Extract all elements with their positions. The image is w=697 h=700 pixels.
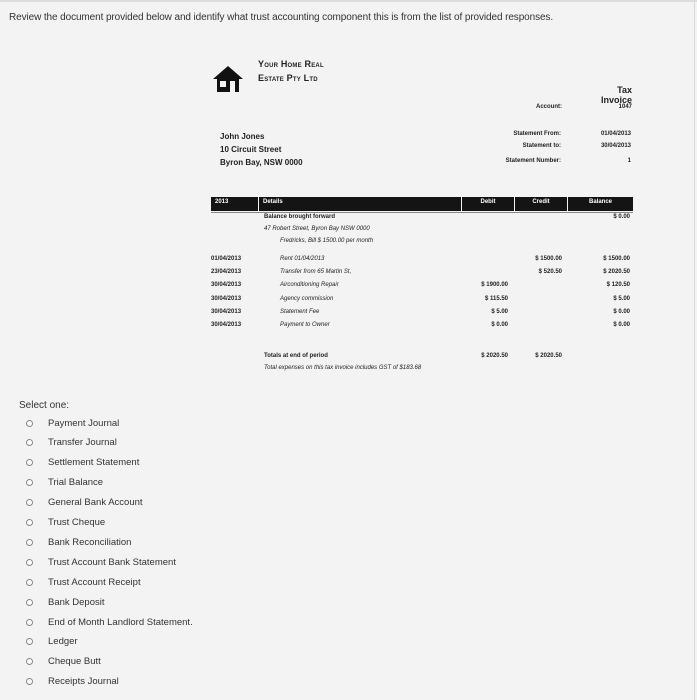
row-debit: $ 1900.00 [481, 282, 508, 289]
answer-option[interactable] [26, 673, 119, 691]
answer-option[interactable] [26, 494, 143, 512]
radio-button[interactable] [26, 499, 33, 506]
row-date: 23/04/2013 [211, 269, 242, 276]
answer-option-label[interactable]: Settlement Statement [48, 457, 140, 469]
row-balance: $ 0.00 [613, 308, 630, 315]
totals-credit: $ 2020.50 [535, 353, 562, 359]
answer-option[interactable] [26, 434, 117, 452]
answer-option[interactable] [26, 633, 78, 651]
answer-option-label[interactable]: Trust Cheque [48, 517, 106, 528]
row-debit: $ 115.50 [484, 295, 508, 302]
statement-number-value: 1 [627, 158, 631, 164]
totals-debit: $ 2020.50 [481, 353, 508, 359]
row-detail: Agency commission [280, 295, 334, 302]
statement-from-label: Statement From: [513, 131, 561, 137]
statement-to-value: 30/04/2013 [600, 143, 631, 149]
company-name: Your Home Real Estate Pty Ltd [258, 59, 324, 83]
row-balance: $ 2020.50 [603, 269, 630, 276]
header-year: 2013 [211, 197, 258, 211]
radio-button[interactable] [26, 539, 33, 546]
answer-option-label[interactable]: Cheque Butt [48, 656, 101, 668]
header-balance: Balance [568, 197, 633, 211]
gst-note: Total expenses on this tax invoice includes GST of $183.68 [264, 365, 422, 371]
account-value: 1047 [618, 104, 632, 110]
answer-option-label[interactable]: Bank Deposit [48, 596, 105, 608]
answer-option-label[interactable]: Receipts Journal [48, 676, 119, 688]
radio-button[interactable] [26, 599, 33, 606]
answer-option[interactable] [26, 553, 176, 571]
statement-from-value: 01/04/2013 [600, 131, 631, 137]
answer-option-label[interactable]: Transfer Journal [48, 437, 117, 449]
row-credit: $ 520.50 [538, 269, 562, 276]
answer-option-label[interactable]: Bank Reconciliation [48, 536, 132, 548]
answer-option[interactable] [26, 514, 106, 532]
radio-button[interactable] [26, 420, 33, 427]
radio-button[interactable] [26, 579, 33, 586]
answer-option[interactable] [26, 474, 104, 492]
header-divider [211, 212, 633, 213]
answer-option-label[interactable]: General Bank Account [48, 497, 143, 509]
row-date: 30/04/2013 [211, 308, 242, 315]
radio-button[interactable] [26, 439, 33, 446]
answer-option-label[interactable]: End of Month Landlord Statement. [48, 616, 193, 628]
header-debit: Debit [462, 197, 514, 211]
radio-button[interactable] [26, 658, 33, 665]
header-credit: Credit [515, 197, 567, 211]
answer-option[interactable] [26, 573, 141, 591]
row-balance: $ 120.50 [606, 282, 630, 289]
answer-option-label[interactable]: Ledger [48, 636, 78, 648]
radio-button[interactable] [26, 559, 33, 566]
property-address: 47 Robert Street, Byron Bay NSW 0000 [264, 226, 370, 232]
row-date: 30/04/2013 [211, 322, 242, 328]
row-detail: Airconditioning Repair [280, 282, 339, 289]
answer-option[interactable] [26, 454, 140, 472]
row-date: 30/04/2013 [211, 295, 242, 302]
answer-option-label[interactable]: Payment Journal [48, 417, 120, 429]
row-credit: $ 1500.00 [535, 256, 562, 262]
answer-option-label[interactable]: Trust Account Bank Statement [48, 556, 176, 568]
answer-option[interactable] [26, 593, 105, 611]
radio-button[interactable] [26, 479, 33, 486]
row-date: 01/04/2013 [211, 256, 242, 262]
radio-button[interactable] [26, 619, 33, 626]
answer-option-label[interactable]: Trust Account Receipt [48, 576, 141, 588]
row-debit: $ 0.00 [491, 322, 508, 328]
statement-number-label: Statement Number: [505, 158, 561, 164]
tenant-info: Fredricks, Bill $ 1500.00 per month [280, 238, 374, 244]
row-debit: $ 5.00 [491, 308, 508, 315]
select-one-label: Select one: [19, 400, 70, 411]
row-balance: $ 1500.00 [603, 256, 630, 262]
row-detail: Payment to Owner [280, 322, 330, 328]
invoice-title: Tax Invoice [600, 85, 632, 105]
radio-button[interactable] [26, 519, 33, 526]
row-detail: Statement Fee [280, 308, 320, 315]
answer-option[interactable] [26, 613, 193, 631]
row-balance: $ 0.00 [613, 322, 630, 328]
house-logo-icon [212, 64, 244, 94]
balance-forward-value: $ 0.00 [613, 214, 630, 220]
client-address: John Jones 10 Circuit Street Byron Bay, NSW 0000 [220, 132, 303, 167]
answer-option[interactable] [26, 414, 120, 432]
header-details: Details [259, 197, 461, 211]
row-balance: $ 5.00 [613, 295, 630, 302]
account-label: Account: [536, 104, 562, 110]
radio-button[interactable] [26, 678, 33, 685]
balance-forward-label: Balance brought forward [264, 214, 336, 220]
question-text: Review the document provided below and identify what trust accounting component this is from the list of provided responses. [9, 12, 554, 23]
row-detail: Transfer from 65 Martin St, [280, 269, 352, 276]
row-date: 30/04/2013 [211, 282, 242, 289]
answer-option[interactable] [26, 533, 132, 551]
totals-label: Totals at end of period [264, 353, 328, 359]
statement-to-label: Statement to: [522, 143, 561, 149]
answer-option-label[interactable]: Trial Balance [48, 477, 104, 489]
answer-option[interactable] [26, 653, 101, 671]
row-detail: Rent 01/04/2013 [280, 256, 325, 262]
radio-button[interactable] [26, 638, 33, 645]
radio-button[interactable] [26, 459, 33, 466]
